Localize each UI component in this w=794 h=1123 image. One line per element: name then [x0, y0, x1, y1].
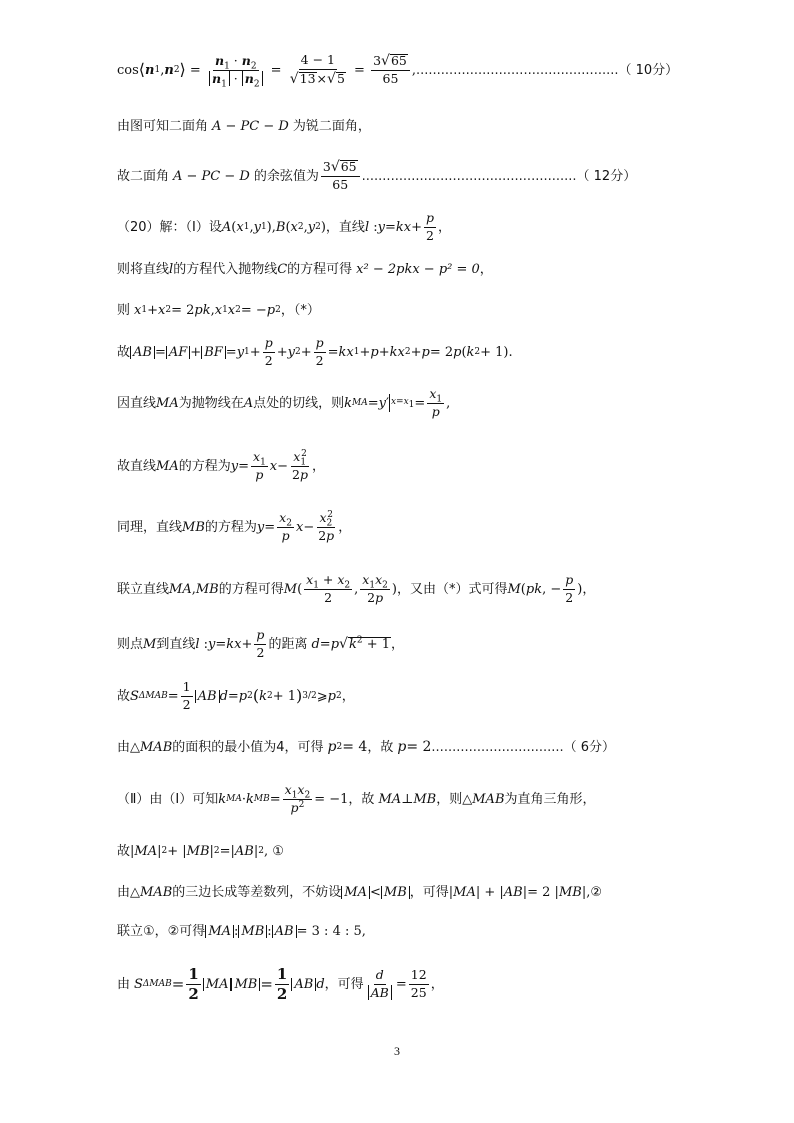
dot-leader: ....................................................	[361, 168, 577, 184]
line-tangent-slope: 因直线 MA 为抛物线在 A 点处的切线，则 k MA = y ′ $x=x_1$ = $\frac{x_1}{p}$ ,	[117, 386, 451, 419]
line-min-area: 由△ MAB 的面积的最小值为4，可得 p 2 = 4 ，故 p = 2 ................................ （ 6分）	[117, 739, 616, 755]
line-distance: 则点 M 到直线 l : y = kx + $\frac{p}{2}$ 的距离 d = p √ $k^2 + 1$ ，	[117, 627, 405, 660]
page-number: 3	[394, 1044, 400, 1058]
fraction-normal-vectors: $\frac{n_1 \cdot n_2}{n_1 \cdot n_2}$	[207, 55, 265, 85]
line-vieta: 则 x 1 + x 2 = 2 pk , x 1 x 2 = − p 2 ，（*）	[117, 302, 320, 318]
line-ab-length: 故 AB = AF + BF = y 1 + $\frac{p}{2}$ + y 2 + $\frac{p}{2}$ = kx 1 + p + kx 2 + p = 2 p ( k 2 + 1).	[117, 335, 513, 368]
line-pythagoras: 故 | MA | 2 + | MB | 2 =| AB | 2 , ①	[117, 843, 284, 859]
score-label: （ 6分）	[563, 739, 616, 755]
line-area: 故 S ΔMAB = $\frac{1}{2}$ AB d = p 2 ( k 2 + 1 ) 3/2 ⩾ p 2 ，	[117, 679, 355, 712]
line-cosine-formula: cos ⟨ n 1 , n 2 ⟩ = $\frac{n_1 \cdot n_2}{n_1 \cdot n_2}$ = 4 − 1 √ 13 × √ 5 = 3 √ 65 65 , ................................................. （ 10分）	[117, 52, 679, 89]
line-problem-20: （20）解：（Ⅰ）设 A ( x 1 , y 1 ), B ( x 2 , y 2 ) ，直线 l : y = kx + $\frac{p}{2}$ ，	[117, 210, 452, 243]
line-ratio: 联立①，②可得 MA : MB : AB = 3 : 4 : 5,	[117, 923, 366, 939]
line-ma-equation: 故直线 MA 的方程为 y = $\frac{x_1}{p}$ x − $\frac{x_1^2}{2p}$ ，	[117, 448, 326, 482]
dot-leader: ................................	[431, 739, 564, 755]
line-mb-equation: 同理，直线 MB 的方程为 y = $\frac{x_2}{p}$ x − $\frac{x_2^2}{2p}$ ，	[117, 509, 352, 543]
dot-leader: .................................................	[416, 62, 619, 78]
line-cosine-value: 故二面角 A − PC − D 的余弦值为 3 √ 65 65 .................................................... （ 12分）	[117, 159, 637, 193]
fraction-result: 3 √ 65 65	[371, 54, 410, 86]
cos-label: cos	[117, 62, 139, 78]
fraction-values: 4 − 1 √ 13 × √ 5	[289, 52, 345, 87]
line-area-ratio: 由 S ΔMAB = $\frac{1}{2}$ MA MB = $\frac{1}{2}$ AB d ，可得 $\frac{d}{AB}$ = $\frac{12}{25}$ ，	[117, 964, 444, 1003]
line-point-m: 联立直线 MA , MB 的方程可得 M ( $\frac{x_1 + x_2}{2}$ , $\frac{x_1x_2}{2p}$ ) ，又由（*）式可得 M ( pk , − $\frac{p}{2}$ ) ，	[117, 572, 596, 605]
line-part-2: （Ⅱ）由（Ⅰ）可知 k MA · k MB = $\frac{x_1x_2}{p^2}$ = −1 ，故 MA ⊥ MB ，则△ MAB 为直角三角形，	[117, 782, 596, 815]
line-arithmetic: 由△ MAB 的三边长成等差数列，不妨设 MA < MB ，可得 | MA | + | AB |= 2 | MB |, ②	[117, 884, 602, 900]
score-label: （ 10分）	[618, 62, 679, 78]
line-acute-dihedral: 由图可知二面角 A − PC − D 为锐二面角，	[117, 118, 371, 134]
score-label: （ 12分）	[576, 168, 637, 184]
line-substitute: 则将直线 l 的方程代入抛物线 C 的方程可得 x² − 2pkx − p² = 0 ，	[117, 261, 493, 277]
